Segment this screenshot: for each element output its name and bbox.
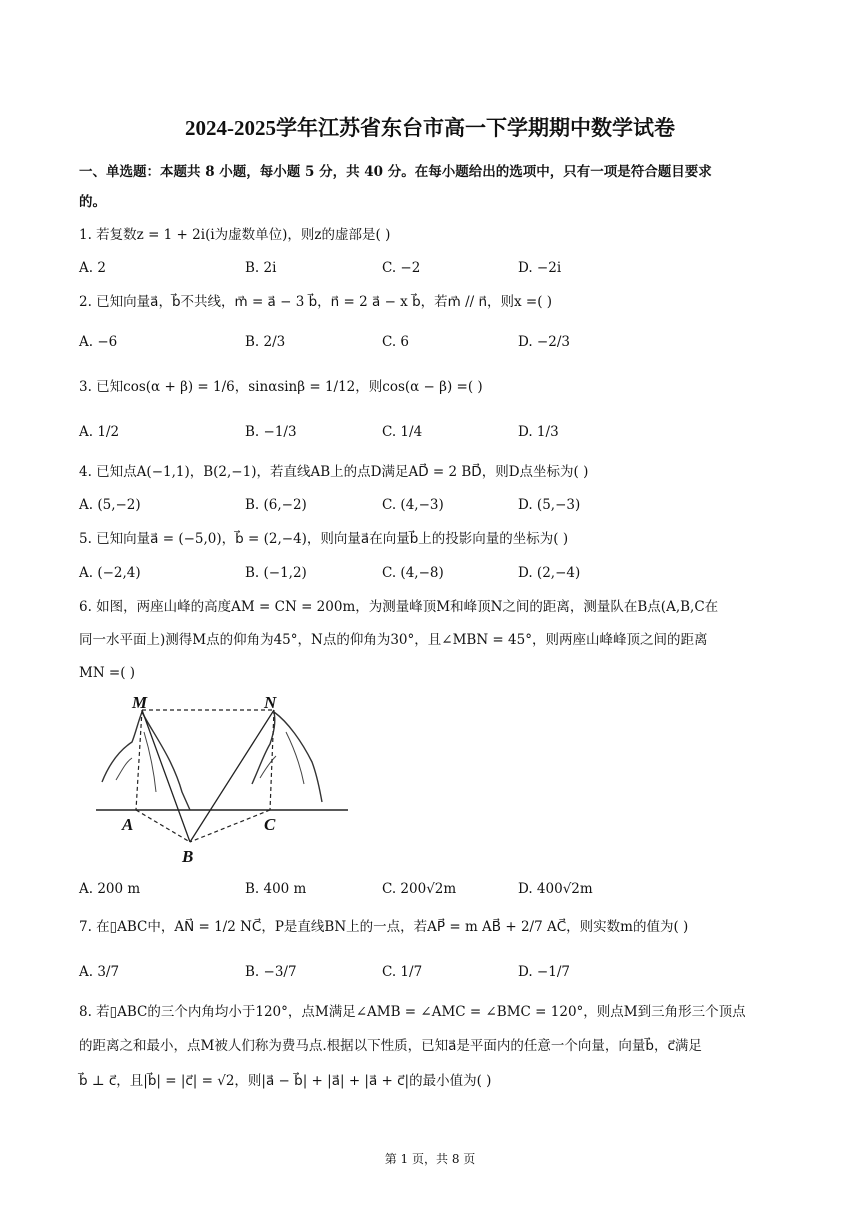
q8-stem-line1: 8. 若▯ABC的三个内角均小于120°，点M满足∠AMB = ∠AMC = ∠BMC = 120°，则点M到三角形三个顶点 [79, 1004, 746, 1020]
q6-option-b: B. 400 m [245, 881, 307, 897]
q6-stem-line2: 同一水平面上)测得M点的仰角为45°，N点的仰角为30°，且∠MBN = 45°，则两座山峰峰顶之间的距离 [79, 632, 708, 648]
section-heading-cont: 的。 [79, 194, 106, 210]
q5-stem: 5. 已知向量a⃗ = (−5,0)，b⃗ = (2,−4)，则向量a⃗在向量b⃗上的投影向量的坐标为( ) [79, 531, 569, 547]
right-mountain [252, 712, 322, 802]
label-B: B [182, 847, 194, 866]
mountain-figure [92, 692, 352, 872]
q4-option-d: D. (5,−3) [518, 497, 581, 513]
q6-stem-line1: 6. 如图，两座山峰的高度AM = CN = 200m，为测量峰顶M和峰顶N之间的距离，测量队在B点(A,B,C在 [79, 599, 719, 615]
q7-option-a: A. 3/7 [79, 964, 120, 980]
q2-option-d: D. −2/3 [518, 334, 570, 350]
left-mountain [102, 712, 190, 810]
q2-stem: 2. 已知向量a⃗，b⃗不共线，m⃗ = a⃗ − 3 b⃗，n⃗ = 2 a⃗ − x b⃗，若m⃗ // n⃗，则x =( ) [79, 294, 553, 310]
label-N: N [264, 693, 277, 712]
q6-option-d: D. 400√2m [518, 881, 593, 897]
q5-option-c: C. (4,−8) [382, 565, 444, 581]
q2-option-a: A. −6 [79, 334, 118, 350]
q5-option-b: B. (−1,2) [245, 565, 307, 581]
q2-option-c: C. 6 [382, 334, 410, 350]
q4-option-a: A. (5,−2) [79, 497, 141, 513]
left-mountain-shade [116, 758, 132, 780]
q7-option-c: C. 1/7 [382, 964, 423, 980]
q5-option-d: D. (2,−4) [518, 565, 581, 581]
q6-stem-line3: MN =( ) [79, 665, 136, 681]
q6-option-c: C. 200√2m [382, 881, 457, 897]
q7-option-b: B. −3/7 [245, 964, 297, 980]
q1-option-c: C. −2 [382, 260, 421, 276]
q8-stem-line3: b⃗ ⊥ c⃗，且|b⃗| = |c⃗| = √2，则|a⃗ − b⃗| + |a⃗| + |a⃗ + c⃗|的最小值为( ) [79, 1073, 492, 1089]
q3-option-c: C. 1/4 [382, 424, 423, 440]
q4-option-b: B. (6,−2) [245, 497, 307, 513]
line-NC [270, 710, 274, 810]
q3-option-b: B. −1/3 [245, 424, 297, 440]
q1-option-d: D. −2i [518, 260, 562, 276]
q3-stem: 3. 已知cos(α + β) = 1/6，sinαsinβ = 1/12，则cos(α − β) =( ) [79, 379, 483, 395]
q7-option-d: D. −1/7 [518, 964, 570, 980]
label-A: A [122, 815, 134, 834]
q6-option-a: A. 200 m [79, 881, 141, 897]
page-footer: 第 1 页，共 8 页 [384, 1152, 476, 1166]
q8-stem-line2: 的距离之和最小，点M被人们称为费马点.根据以下性质，已知a⃗是平面内的任意一个向量，向量b⃗，c⃗满足 [79, 1038, 702, 1054]
q1-stem: 1. 若复数z = 1 + 2i(i为虚数单位)，则z的虚部是( ) [79, 227, 391, 243]
label-M: M [132, 693, 148, 712]
page-title: 2024-2025学年江苏省东台市高一下学期期中数学试卷 [185, 116, 675, 140]
line-AB [136, 810, 190, 842]
section-heading: 一、单选题：本题共 8 小题，每小题 5 分，共 40 分。在每小题给出的选项中，只有一项是符合题目要求 [79, 164, 712, 180]
q3-option-a: A. 1/2 [79, 424, 120, 440]
q7-stem: 7. 在▯ABC中，AN⃗ = 1/2 NC⃗，P是直线BN上的一点，若AP⃗ = m AB⃗ + 2/7 AC⃗，则实数m的值为( ) [79, 919, 689, 935]
right-mountain-shade-2 [286, 732, 304, 784]
line-CB [190, 810, 270, 842]
line-MB [142, 710, 190, 842]
left-mountain-shade-2 [144, 732, 156, 792]
q2-option-b: B. 2/3 [245, 334, 286, 350]
label-C: C [264, 815, 276, 834]
q5-option-a: A. (−2,4) [79, 565, 141, 581]
q1-option-b: B. 2i [245, 260, 277, 276]
q3-option-d: D. 1/3 [518, 424, 559, 440]
q4-option-c: C. (4,−3) [382, 497, 444, 513]
q4-stem: 4. 已知点A(−1,1)，B(2,−1)，若直线AB上的点D满足AD⃗ = 2 BD⃗，则D点坐标为( ) [79, 464, 589, 480]
q1-option-a: A. 2 [79, 260, 106, 276]
